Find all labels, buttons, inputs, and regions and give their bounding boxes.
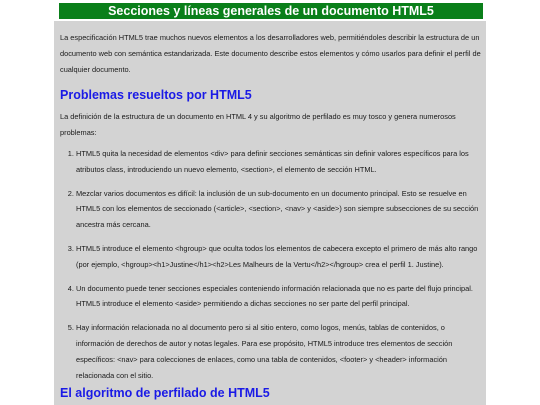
problems-list xyxy=(60,146,482,391)
section-heading-algorithm: El algoritmo de perfilado de HTML5 xyxy=(60,386,270,400)
list-item: 5. Hay información relacionada no al documento pero si al sitio entero, como logos, menús, tablas de contenidos, o información de derechos de autor y notas legales. Para ese propósito, HTML5 introduce tres elementos de sección específicos: <nav> para colecciones de enlaces, como una tabla de contenidos, <footer> y <header> información relacionada con el sitio. xyxy=(76,320,482,383)
list-item: 2. Mezclar varios documentos es difícil: la inclusión de un sub-documento en un documento principal. Esto se resuelve en HTML5 con los elementos de seccionado (<article>, <section>, <nav> y <aside>) son siempre subsecciones de su sección ancestra más cercana. xyxy=(76,186,482,233)
problems-intro-paragraph: La definición de la estructura de un documento en HTML 4 y su algoritmo de perfilado es muy tosco y genera numerosos problemas: xyxy=(60,112,456,137)
list-item: 4. Un documento puede tener secciones especiales conteniendo información relacionada que no es parte del flujo principal. HTML5 introduce el elemento <aside> permitiendo a dichas secciones no ser parte del perfil principal. xyxy=(76,281,482,313)
intro-paragraph: La especificación HTML5 trae muchos nuevos elementos a los desarrolladores web, permitiéndoles describir la estructura de un documento web con semántica estandarizada. Este documento describe estos elementos y cómo usarlos para definir el perfil de cualquier documento. xyxy=(60,33,481,74)
content-panel xyxy=(54,21,486,405)
list-item: 1. HTML5 quita la necesidad de elementos <div> para definir secciones semánticas sin definir valores específicos para los atributos class, introduciendo un nuevo elemento, <section>, el elemento de sección HTML. xyxy=(76,146,482,178)
list-item: 3. HTML5 introduce el elemento <hgroup> que oculta todos los elementos de cabecera excepto el primero de más alto rango (por ejemplo, <hgroup><h1>Justine</h1><h2>Les Malheurs de la Vertu</h2></hgroup> crea el perfil 1. Justine). xyxy=(76,241,482,273)
page-title: Secciones y líneas generales de un documento HTML5 xyxy=(59,3,483,19)
section-heading-problems: Problemas resueltos por HTML5 xyxy=(60,88,252,102)
